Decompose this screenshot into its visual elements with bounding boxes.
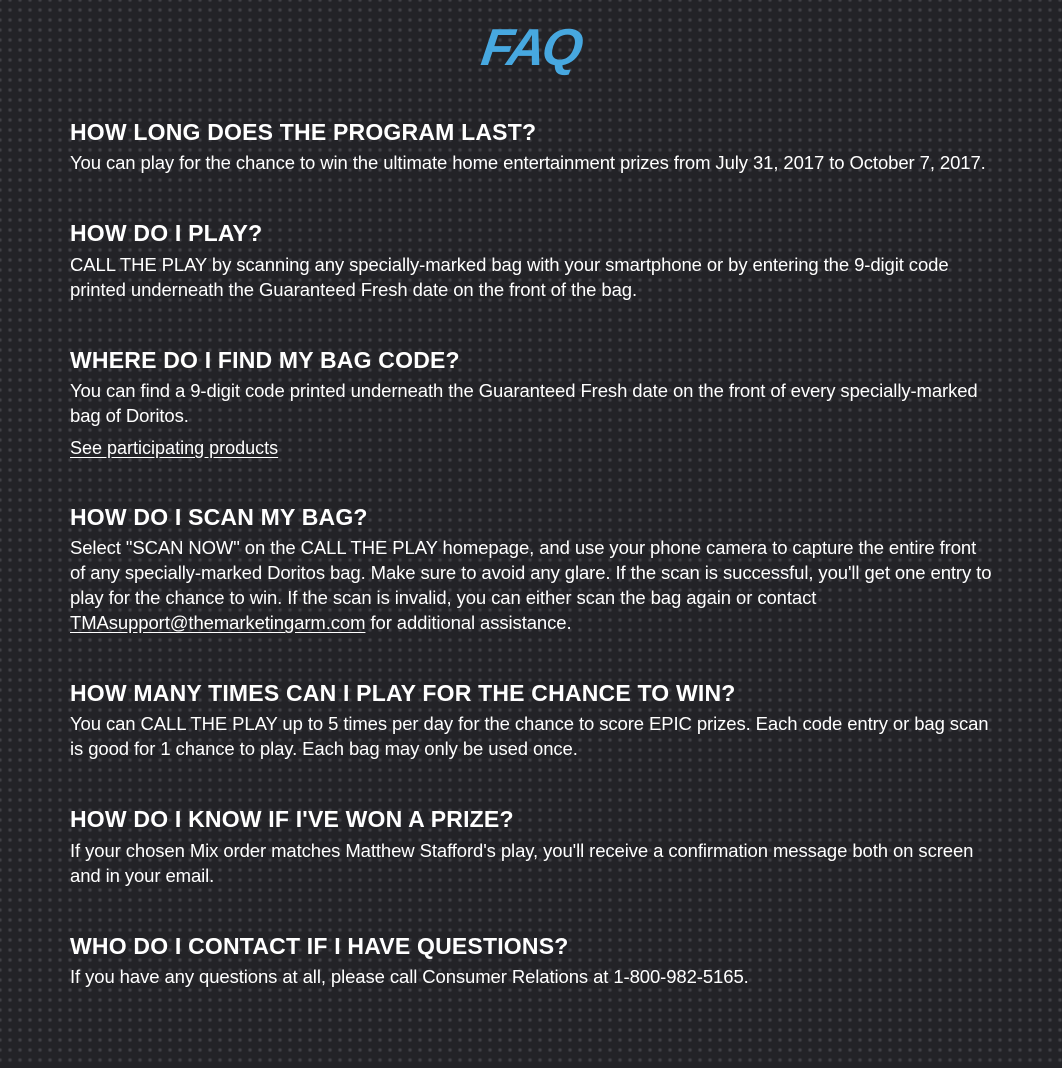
faq-item-how-to-play: [70, 221, 992, 301]
faq-answer: You can play for the chance to win the ultimate home entertainment prizes from July 31, 2017 to October 7, 2017.: [70, 152, 986, 174]
faq-answer-text-before: Select "SCAN NOW" on the CALL THE PLAY homepage, and use your phone camera to capture the entire front of any specially-marked Doritos bag. Make sure to avoid any glare. If the scan is successful, you'll get one entry to play for the chance to win. If the scan is invalid, you can either scan the bag again or contact: [70, 537, 992, 609]
faq-question: HOW LONG DOES THE PROGRAM LAST?: [70, 119, 537, 145]
support-email-link[interactable]: TMAsupport@themarketingarm.com: [70, 612, 366, 634]
faq-item-scan-bag: [70, 505, 992, 635]
faq-question: HOW DO I PLAY?: [70, 220, 263, 247]
faq-item-prize-notification: [70, 807, 992, 887]
faq-logo: FAQ: [477, 19, 585, 77]
faq-item-play-limit: [70, 681, 992, 761]
faq-item-bag-code: [70, 348, 992, 459]
faq-content: [70, 54, 992, 989]
faq-question: WHO DO I CONTACT IF I HAVE QUESTIONS?: [70, 932, 569, 959]
faq-question: HOW DO I KNOW IF I'VE WON A PRIZE?: [70, 806, 514, 833]
faq-question: HOW DO I SCAN MY BAG?: [70, 503, 368, 530]
faq-answer: If your chosen Mix order matches Matthew Stafford's play, you'll receive a confirmation message both on screen and in your email.: [70, 839, 974, 886]
faq-answer: [70, 535, 992, 635]
faq-item-program-length: [70, 120, 992, 175]
faq-answer: You can find a 9-digit code printed underneath the Guaranteed Fresh date on the front of every specially-marked bag of Doritos.: [70, 379, 978, 426]
faq-question: WHERE DO I FIND MY BAG CODE?: [70, 346, 460, 373]
faq-answer: If you have any questions at all, please call Consumer Relations at 1-800-982-5165.: [70, 966, 749, 988]
page-header: [0, 0, 1062, 77]
participating-products-link[interactable]: See participating products: [70, 437, 279, 458]
faq-answer-text-after: for additional assistance.: [365, 612, 572, 634]
faq-answer: You can CALL THE PLAY up to 5 times per day for the chance to score EPIC prizes. Each code entry or bag scan is good for 1 chance to play. Each bag may only be used once.: [70, 713, 989, 760]
faq-question: HOW MANY TIMES CAN I PLAY FOR THE CHANCE TO WIN?: [70, 680, 736, 707]
faq-item-contact: [70, 934, 992, 989]
faq-answer: CALL THE PLAY by scanning any specially-marked bag with your smartphone or by entering the 9-digit code printed underneath the Guaranteed Fresh date on the front of the bag.: [70, 253, 949, 300]
